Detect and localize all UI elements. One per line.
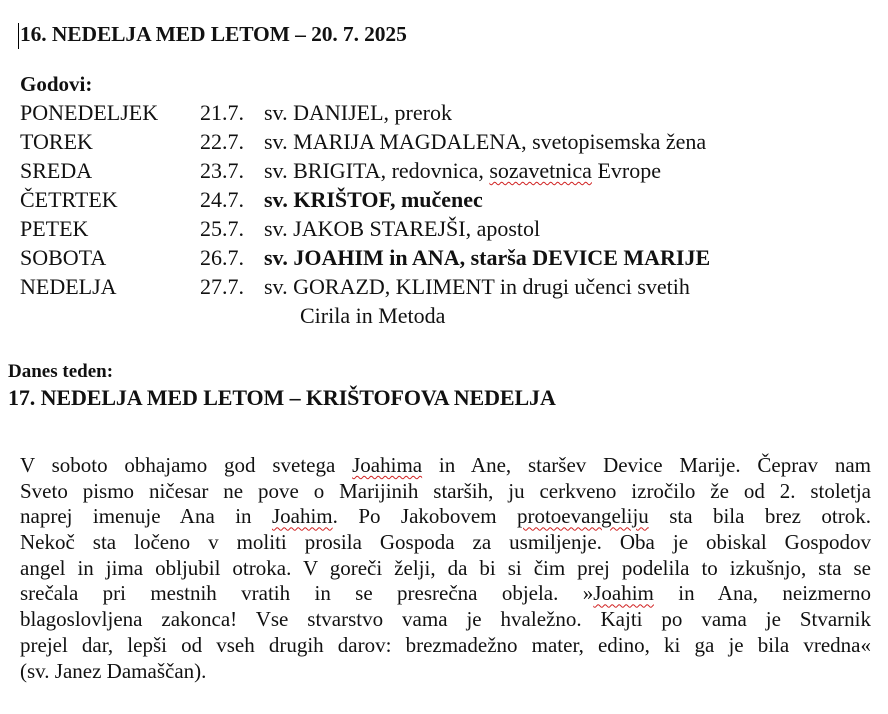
feast-date: 21.7. [200,100,244,125]
feast-saint: sv. GORAZD, KLIMENT in drugi učenci svetih [264,274,690,299]
paragraph-line [20,633,871,659]
spellcheck-word: protoevangeliju [516,504,649,529]
feast-saint-continuation: Cirila in Metoda [300,303,446,328]
paragraph-line [20,556,871,582]
feast-day: NEDELJA [20,274,117,299]
feast-day: PONEDELJEK [20,100,159,125]
text-run: (sv. Janez Damaščan). [20,658,207,683]
paragraph-line [20,581,871,607]
feast-row [20,243,880,272]
paragraph-line [20,530,871,556]
feast-date: 26.7. [200,245,244,270]
body-paragraph [20,453,871,684]
feast-date: 23.7. [200,158,244,183]
feast-day: SOBOTA [20,245,107,270]
feast-day: TOREK [20,129,93,154]
paragraph-line [20,453,871,479]
text-run: blagoslovljena zakonca! Vse stvarstvo vama je hvaležno. Kajti po vama je Stvarnik [20,607,871,632]
next-week-title: 17. NEDELJA MED LETOM – KRIŠTOFOVA NEDELJA [8,385,556,410]
text-run: srečala pri mestnih vratih in se presrečna objela. » [20,581,594,606]
feast-date: 24.7. [200,187,244,212]
feast-row [20,156,880,185]
feast-date: 25.7. [200,216,244,241]
feast-day: SREDA [20,158,93,183]
spellcheck-word: sozavetnica [489,158,592,183]
feast-saint [264,156,661,185]
text-run: Sveto pismo ničesar ne pove o Marijinih starših, ju cerkveno izročilo že od 2. stoletja [20,478,871,503]
feast-row [20,127,880,156]
text-run: in Ana, neizmerno [653,581,871,606]
paragraph-line [20,607,871,633]
spellcheck-word: Joahima [352,453,423,477]
feast-saint: sv. DANIJEL, prerok [264,100,452,125]
feast-day: ČETRTEK [20,187,118,212]
text-run: angel in jima obljubil otroka. V goreči želji, da bi si čim prej podelila to izkušnjo, sta se [20,555,871,580]
text-run: . Po Jakobovem [332,504,517,529]
next-week-heading: Danes teden: [8,361,114,382]
paragraph-line [20,479,871,505]
feasts-table [20,98,880,328]
text-run: V soboto obhajamo god svetega [20,453,353,477]
feast-saint: sv. JOAHIM in ANA, starša DEVICE MARIJE [264,245,711,270]
text-run: prejel dar, lepši od vseh drugih darov: brezmadežno mater, edino, ki ga je bila vredna« [20,632,871,657]
feast-saint: sv. JAKOB STAREJŠI, apostol [264,216,541,241]
feast-row [20,98,880,127]
text-run: in Ane, staršev Device Marije. Čeprav nam [422,453,871,477]
feast-row [20,272,880,328]
paragraph-line [20,659,871,685]
feast-row [20,185,880,214]
page-title: 16. NEDELJA MED LETOM – 20. 7. 2025 [20,22,407,46]
feast-saint-part: Evrope [591,158,661,183]
text-run: naprej imenuje Ana in [20,504,272,529]
text-run: Nekoč sta ločeno v moliti prosila Gospoda za usmiljenje. Oba je obiskal Gospodov [20,530,871,555]
text-run: sta bila brez otrok. [648,504,871,529]
paragraph-line [20,504,871,530]
feast-saint-part: sv. BRIGITA, redovnica, [264,158,490,183]
feast-row [20,214,880,243]
feasts-heading: Godovi: [20,72,93,96]
feast-date: 22.7. [200,129,244,154]
feast-saint: sv. MARIJA MAGDALENA, svetopisemska žena [264,129,707,154]
spellcheck-word: Joahim [593,581,654,606]
text-cursor [18,23,19,49]
spellcheck-word: Joahim [271,504,333,529]
feast-date: 27.7. [200,274,244,299]
feast-saint: sv. KRIŠTOF, mučenec [264,187,483,212]
feast-day: PETEK [20,216,89,241]
